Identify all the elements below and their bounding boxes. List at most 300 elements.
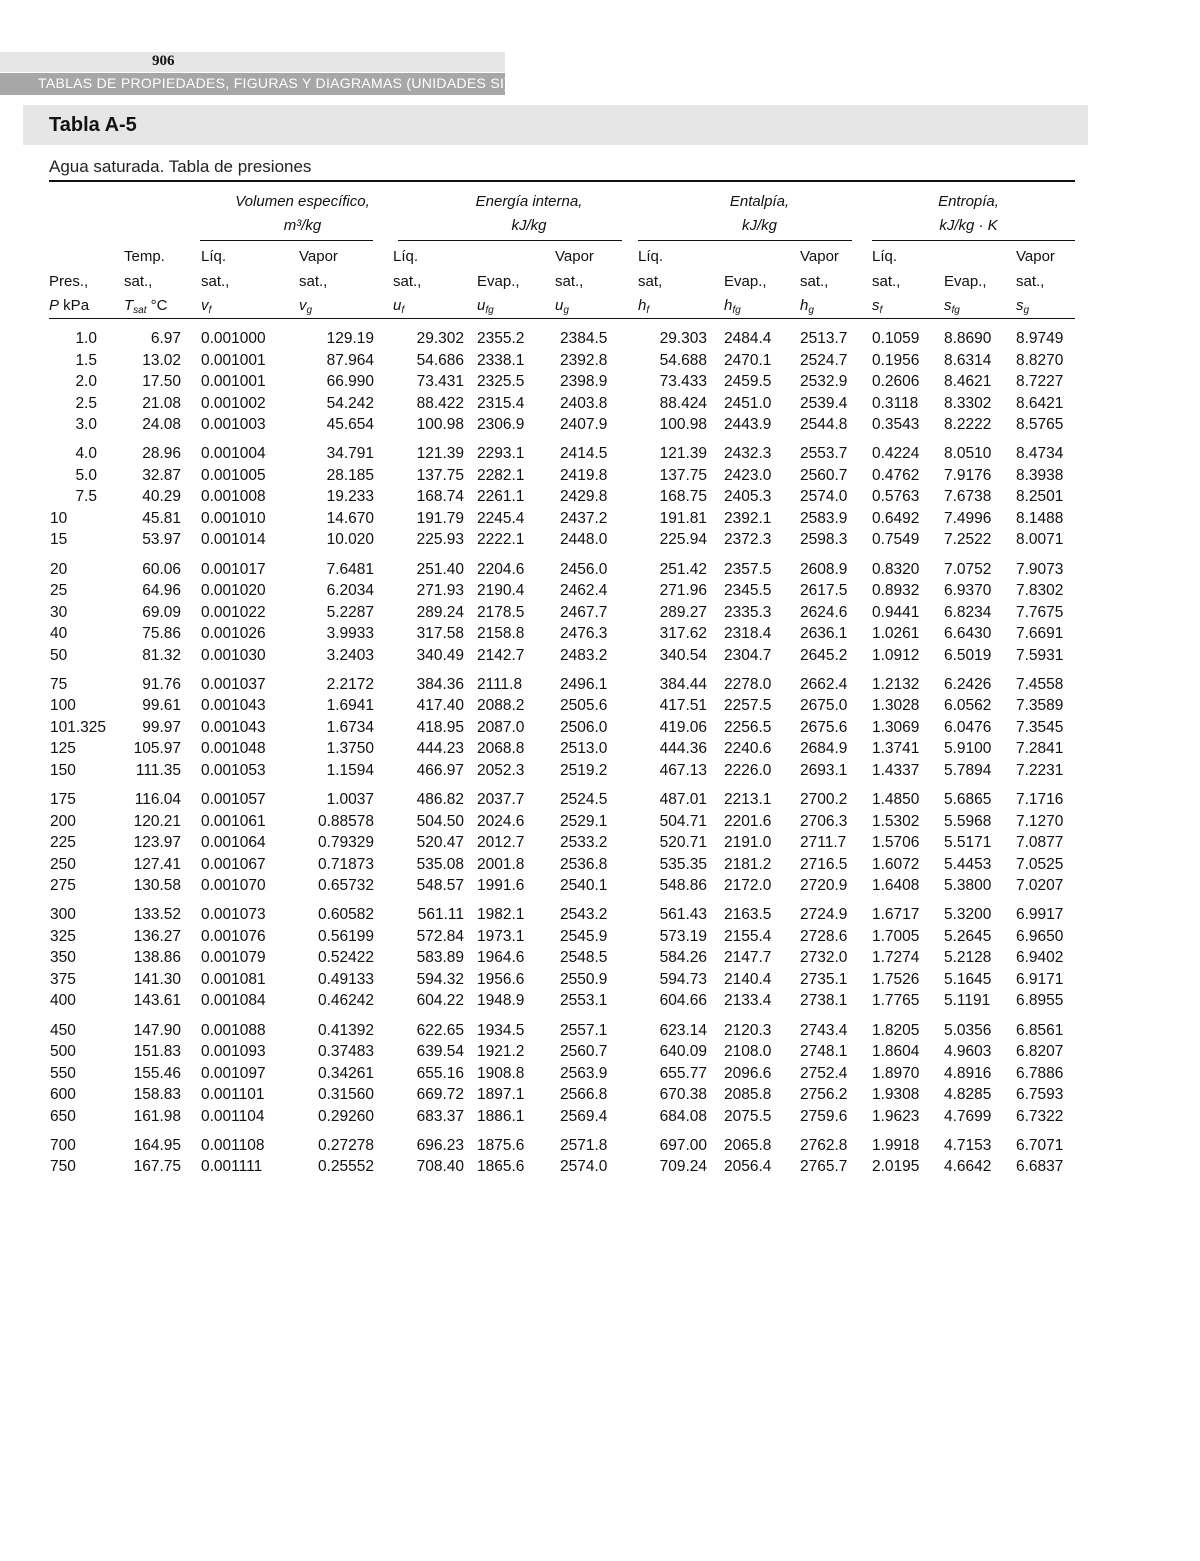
- table-cell-ufg: 2052.3: [477, 761, 525, 779]
- table-cell-temp: 105.97: [133, 740, 181, 758]
- col-header-ufg-l3: $u_{fg}$: [477, 297, 494, 316]
- table-cell-vg: 0.31560: [317, 1086, 374, 1104]
- col-header-hfg-l2: Evap.,: [724, 273, 767, 290]
- table-cell-sg: 7.2841: [1016, 740, 1064, 758]
- table-cell-sg: 8.9749: [1016, 330, 1064, 347]
- table-cell-vg: 1.6734: [326, 718, 374, 736]
- table-cell-sf: 0.9441: [872, 603, 920, 621]
- table-cell-ug: 2574.0: [560, 1158, 608, 1176]
- table-cell-hfg: 2181.2: [724, 855, 772, 873]
- table-cell-sg: 8.5765: [1016, 416, 1064, 434]
- table-cell-hg: 2724.9: [800, 906, 848, 924]
- table-cell-hg: 2706.3: [800, 812, 848, 830]
- table-cell-vf: 0.001079: [201, 949, 266, 967]
- table-cell-ug: 2496.1: [560, 675, 608, 693]
- table-cell-sg: 8.2501: [1016, 488, 1064, 506]
- table-cell-vf: 0.001030: [201, 646, 266, 664]
- group-header-volume-line2: m³/kg: [283, 217, 322, 234]
- col-header-uf-l1: Líq.: [393, 248, 419, 265]
- table-cell-hg: 2675.6: [800, 718, 848, 736]
- table-cell-sg: 7.5931: [1016, 646, 1064, 664]
- table-cell-sf: 0.3543: [872, 416, 920, 434]
- table-cell-pres: 4.0: [75, 445, 97, 463]
- table-cell-sfg: 8.3302: [944, 394, 992, 412]
- table-cell-sfg: 8.2222: [944, 416, 992, 434]
- table-cell-vf: 0.001057: [201, 791, 266, 808]
- table-cell-hg: 2524.7: [800, 351, 848, 369]
- table-cell-sf: 1.7274: [872, 949, 920, 967]
- table-cell-pres: 3.0: [75, 416, 97, 434]
- table-cell-vf: 0.001111: [201, 1158, 263, 1176]
- table-cell-ug: 2437.2: [560, 509, 608, 527]
- table-cell-hg: 2756.2: [800, 1086, 848, 1104]
- table-cell-sfg: 5.6865: [944, 791, 992, 808]
- table-cell-sfg: 5.2128: [944, 949, 992, 967]
- table-cell-vg: 6.2034: [326, 582, 374, 600]
- col-header-hg-l3: $h_g$: [800, 297, 814, 316]
- table-cell-pres: 550: [50, 1064, 76, 1082]
- table-cell-uf: 594.32: [416, 970, 464, 988]
- table-cell-ufg: 2325.5: [477, 373, 525, 391]
- table-cell-vg: 0.65732: [317, 877, 374, 895]
- table-cell-sg: 7.3545: [1016, 718, 1064, 736]
- table-cell-hg: 2759.6: [800, 1107, 848, 1125]
- table-cell-vf: 0.001101: [201, 1086, 265, 1104]
- table-cell-vg: 1.3750: [326, 740, 374, 758]
- col-header-hg-l1: Vapor: [800, 248, 839, 265]
- table-cell-temp: 155.46: [133, 1064, 181, 1082]
- table-cell-hfg: 2108.0: [724, 1043, 772, 1061]
- col-header-sg-l1: Vapor: [1016, 248, 1055, 265]
- table-cell-hfg: 2191.0: [724, 834, 772, 852]
- table-cell-ufg: 1886.1: [477, 1107, 525, 1125]
- table-cell-hfg: 2451.0: [724, 394, 772, 412]
- table-cell-hg: 2735.1: [800, 970, 848, 988]
- table-cell-vg: 19.233: [326, 488, 374, 506]
- col-header-ufg-l2: Evap.,: [477, 273, 520, 290]
- table-cell-vg: 129.19: [326, 330, 374, 347]
- table-cell-hf: 709.24: [659, 1158, 707, 1176]
- table-cell-uf: 121.39: [416, 445, 464, 463]
- table-cell-sfg: 6.5019: [944, 646, 992, 664]
- table-cell-pres: 700: [50, 1136, 76, 1154]
- table-row: [0, 854, 1200, 875]
- table-cell-sg: 7.9073: [1016, 560, 1064, 578]
- table-cell-sg: 7.8302: [1016, 582, 1064, 600]
- table-cell-ufg: 1897.1: [477, 1086, 525, 1104]
- table-cell-vg: 2.2172: [326, 675, 374, 693]
- table-cell-sf: 0.1956: [872, 351, 920, 369]
- table-row: [0, 529, 1200, 550]
- group-rule-entropy: [872, 240, 1075, 241]
- table-cell-uf: 696.23: [416, 1136, 464, 1154]
- table-cell-ufg: 2190.4: [477, 582, 525, 600]
- table-cell-hg: 2720.9: [800, 877, 848, 895]
- col-header-vf-l1: Líq.: [201, 248, 227, 265]
- table-cell-sg: 6.7071: [1016, 1136, 1064, 1154]
- group-header-entropy: [872, 190, 1065, 238]
- table-cell-sf: 1.9918: [872, 1136, 920, 1154]
- table-cell-vf: 0.001108: [201, 1136, 265, 1154]
- table-cell-ufg: 2111.8: [477, 675, 523, 693]
- table-cell-temp: 53.97: [142, 531, 181, 549]
- table-cell-hfg: 2155.4: [724, 927, 772, 945]
- table-row: [0, 738, 1200, 759]
- table-cell-hg: 2645.2: [800, 646, 848, 664]
- col-header-vg-l1: Vapor: [299, 248, 338, 265]
- table-cell-hfg: 2304.7: [724, 646, 772, 664]
- table-cell-hg: 2748.1: [800, 1043, 848, 1061]
- table-cell-sg: 8.0071: [1016, 531, 1064, 549]
- table-cell-ufg: 2355.2: [477, 330, 525, 347]
- table-cell-vg: 0.52422: [317, 949, 374, 967]
- table-cell-sg: 7.4558: [1016, 675, 1064, 693]
- table-cell-ufg: 2178.5: [477, 603, 525, 621]
- table-cell-ufg: 1964.6: [477, 949, 525, 967]
- table-cell-hfg: 2392.1: [724, 509, 772, 527]
- table-cell-hf: 684.08: [659, 1107, 707, 1125]
- table-cell-ufg: 1875.6: [477, 1136, 525, 1154]
- group-rule-volume: [200, 240, 373, 241]
- table-cell-ufg: 2204.6: [477, 560, 525, 578]
- table-cell-hg: 2700.2: [800, 791, 848, 808]
- table-cell-ufg: 1921.2: [477, 1043, 525, 1061]
- table-cell-sg: 7.0877: [1016, 834, 1064, 852]
- table-cell-hf: 54.688: [659, 351, 707, 369]
- table-cell-hf: 535.35: [659, 855, 707, 873]
- table-cell-sfg: 8.4621: [944, 373, 992, 391]
- table-cell-vf: 0.001043: [201, 718, 266, 736]
- table-cell-hg: 2560.7: [800, 466, 848, 484]
- table-cell-sf: 0.4224: [872, 445, 920, 463]
- table-cell-sfg: 5.1191: [944, 992, 991, 1010]
- table-cell-hf: 640.09: [659, 1043, 707, 1061]
- group-rule-enthalpy: [638, 240, 852, 241]
- table-cell-ug: 2548.5: [560, 949, 608, 967]
- table-cell-vf: 0.001061: [201, 812, 266, 830]
- table-cell-ug: 2448.0: [560, 531, 608, 549]
- table-cell-pres: 200: [50, 812, 76, 830]
- table-row: [0, 990, 1200, 1011]
- table-row: [0, 1020, 1200, 1041]
- col-header-sg-l2: sat.,: [1016, 273, 1045, 290]
- table-cell-uf: 137.75: [416, 466, 464, 484]
- table-cell-sfg: 6.0476: [944, 718, 992, 736]
- table-cell-temp: 21.08: [142, 394, 181, 412]
- table-cell-ug: 2392.8: [560, 351, 608, 369]
- table-cell-sg: 7.6691: [1016, 625, 1064, 643]
- table-cell-ug: 2533.2: [560, 834, 608, 852]
- table-row: [0, 393, 1200, 414]
- table-cell-vg: 66.990: [326, 373, 374, 391]
- table-row: [0, 559, 1200, 580]
- table-cell-hfg: 2484.4: [724, 330, 772, 347]
- col-header-hf-l2: sat,: [638, 273, 663, 290]
- table-cell-sf: 1.9623: [872, 1107, 920, 1125]
- table-cell-hf: 670.38: [659, 1086, 707, 1104]
- table-cell-ug: 2483.2: [560, 646, 608, 664]
- group-header-energy-line1: Energía interna,: [475, 193, 583, 210]
- table-cell-hf: 655.77: [659, 1064, 707, 1082]
- table-cell-vf: 0.001022: [201, 603, 266, 621]
- table-cell-uf: 683.37: [416, 1107, 464, 1125]
- table-cell-pres: 10: [50, 509, 68, 527]
- table-cell-hf: 584.26: [659, 949, 707, 967]
- table-cell-hfg: 2065.8: [724, 1136, 772, 1154]
- table-cell-ug: 2553.1: [560, 992, 608, 1010]
- group-header-entropy-line1: Entropía,: [938, 193, 999, 210]
- table-cell-pres: 325: [50, 927, 76, 945]
- table-cell-vg: 54.242: [326, 394, 374, 412]
- col-header-ug-l1: Vapor: [555, 248, 594, 265]
- table-cell-hg: 2583.9: [800, 509, 848, 527]
- table-cell-vg: 0.71873: [317, 855, 374, 873]
- table-cell-sfg: 7.6738: [944, 488, 992, 506]
- table-cell-uf: 708.40: [416, 1158, 464, 1176]
- table-cell-uf: 639.54: [416, 1043, 464, 1061]
- table-cell-hfg: 2257.5: [724, 697, 772, 715]
- table-row: [0, 875, 1200, 896]
- table-row: [0, 645, 1200, 666]
- table-cell-ufg: 2024.6: [477, 812, 525, 830]
- table-cell-sf: 1.3028: [872, 697, 920, 715]
- table-cell-pres: 7.5: [75, 488, 97, 506]
- table-row: [0, 414, 1200, 435]
- table-cell-sf: 1.6717: [872, 906, 920, 924]
- table-row: [0, 1041, 1200, 1062]
- table-cell-hf: 504.71: [659, 812, 707, 830]
- table-cell-pres: 101.325: [50, 718, 107, 736]
- col-header-sf-l2: sat.,: [872, 273, 901, 290]
- table-cell-sg: 6.8561: [1016, 1021, 1064, 1039]
- table-cell-uf: 271.93: [416, 582, 464, 600]
- table-cell-hf: 697.00: [659, 1136, 707, 1154]
- table-cell-sg: 8.3938: [1016, 466, 1064, 484]
- table-cell-sf: 0.4762: [872, 466, 920, 484]
- table-row: [0, 1106, 1200, 1127]
- table-cell-sf: 1.7765: [872, 992, 920, 1010]
- table-cell-hf: 29.303: [659, 330, 707, 347]
- table-cell-sf: 0.3118: [872, 394, 919, 412]
- table-cell-uf: 289.24: [416, 603, 464, 621]
- table-cell-ufg: 2245.4: [477, 509, 525, 527]
- table-cell-sfg: 6.2426: [944, 675, 992, 693]
- table-cell-pres: 375: [50, 970, 76, 988]
- table-cell-ug: 2545.9: [560, 927, 608, 945]
- table-cell-pres: 600: [50, 1086, 76, 1104]
- table-cell-hf: 317.62: [659, 625, 707, 643]
- table-cell-sf: 0.7549: [872, 531, 920, 549]
- table-cell-uf: 251.40: [416, 560, 464, 578]
- table-cell-ufg: 1934.5: [477, 1021, 525, 1039]
- table-cell-sfg: 7.4996: [944, 509, 992, 527]
- table-cell-pres: 500: [50, 1043, 76, 1061]
- table-cell-sfg: 5.7894: [944, 761, 992, 779]
- table-cell-ug: 2560.7: [560, 1043, 608, 1061]
- table-cell-hfg: 2318.4: [724, 625, 772, 643]
- table-cell-vg: 0.79329: [317, 834, 374, 852]
- table-cell-ufg: 2001.8: [477, 855, 525, 873]
- table-cell-ufg: 1948.9: [477, 992, 525, 1010]
- table-row: [0, 1084, 1200, 1105]
- table-cell-hg: 2539.4: [800, 394, 848, 412]
- table-cell-vf: 0.001070: [201, 877, 266, 895]
- table-cell-hfg: 2226.0: [724, 761, 772, 779]
- table-cell-hg: 2752.4: [800, 1064, 848, 1082]
- table-cell-uf: 444.23: [416, 740, 464, 758]
- table-cell-ug: 2513.0: [560, 740, 608, 758]
- col-header-vf-l3: $v_f$: [201, 297, 212, 316]
- table-cell-ug: 2398.9: [560, 373, 608, 391]
- table-cell-vg: 1.0037: [326, 791, 374, 808]
- table-cell-vf: 0.001076: [201, 927, 266, 945]
- col-header-sg-l3: $s_g$: [1016, 297, 1030, 316]
- table-cell-hf: 121.39: [659, 445, 707, 463]
- table-cell-uf: 466.97: [416, 761, 464, 779]
- table-row: [0, 443, 1200, 464]
- table-cell-pres: 450: [50, 1021, 76, 1039]
- table-row: [0, 674, 1200, 695]
- table-cell-hfg: 2470.1: [724, 351, 772, 369]
- table-cell-hg: 2608.9: [800, 560, 848, 578]
- table-cell-hfg: 2163.5: [724, 906, 772, 924]
- table-cell-hfg: 2240.6: [724, 740, 772, 758]
- table-cell-temp: 60.06: [142, 560, 181, 578]
- table-cell-pres: 175: [50, 791, 76, 808]
- table-cell-uf: 535.08: [416, 855, 464, 873]
- table-cell-sg: 6.6837: [1016, 1158, 1064, 1176]
- table-cell-vg: 1.1594: [326, 761, 374, 779]
- table-cell-ug: 2456.0: [560, 560, 608, 578]
- table-cell-sfg: 4.9603: [944, 1043, 992, 1061]
- table-row: [0, 947, 1200, 968]
- table-cell-ufg: 2088.2: [477, 697, 525, 715]
- table-cell-uf: 384.36: [416, 675, 464, 693]
- table-cell-hf: 573.19: [659, 927, 707, 945]
- table-cell-pres: 300: [50, 906, 76, 924]
- table-cell-pres: 75: [50, 675, 68, 693]
- table-row: [0, 602, 1200, 623]
- table-cell-vg: 10.020: [326, 531, 374, 549]
- table-cell-hf: 100.98: [659, 416, 707, 434]
- table-cell-sfg: 8.8690: [944, 330, 992, 347]
- table-cell-sf: 0.2606: [872, 373, 920, 391]
- table-cell-vg: 0.37483: [317, 1043, 374, 1061]
- table-cell-hfg: 2459.5: [724, 373, 772, 391]
- table-cell-sfg: 6.6430: [944, 625, 992, 643]
- table-cell-temp: 161.98: [133, 1107, 181, 1125]
- table-cell-vf: 0.001073: [201, 906, 266, 924]
- table-cell-ug: 2462.4: [560, 582, 608, 600]
- table-cell-vg: 5.2287: [326, 603, 374, 621]
- table-cell-hfg: 2201.6: [724, 812, 772, 830]
- table-cell-hf: 623.14: [659, 1021, 707, 1039]
- table-cell-ug: 2403.8: [560, 394, 608, 412]
- table-cell-sfg: 5.5968: [944, 812, 992, 830]
- table-cell-temp: 111.35: [135, 761, 181, 779]
- table-cell-temp: 13.02: [142, 351, 181, 369]
- table-cell-hg: 2732.0: [800, 949, 848, 967]
- table-cell-temp: 127.41: [133, 855, 181, 873]
- table-cell-sfg: 8.0510: [944, 445, 992, 463]
- table-cell-sfg: 5.3800: [944, 877, 992, 895]
- table-cell-vg: 0.29260: [317, 1107, 374, 1125]
- table-cell-hf: 520.71: [659, 834, 707, 852]
- table-cell-pres: 40: [50, 625, 68, 643]
- table-cell-ug: 2543.2: [560, 906, 608, 924]
- table-cell-temp: 81.32: [142, 646, 181, 664]
- table-cell-vg: 0.46242: [317, 992, 374, 1010]
- col-header-vf-l2: sat.,: [201, 273, 230, 290]
- table-cell-ug: 2566.8: [560, 1086, 608, 1104]
- table-cell-temp: 136.27: [133, 927, 181, 945]
- table-cell-sg: 8.8270: [1016, 351, 1064, 369]
- table-cell-sfg: 4.7699: [944, 1107, 992, 1125]
- table-cell-hfg: 2075.5: [724, 1107, 772, 1125]
- table-cell-vg: 1.6941: [326, 697, 374, 715]
- table-row: [0, 1063, 1200, 1084]
- table-row: [0, 1135, 1200, 1156]
- table-cell-ug: 2467.7: [560, 603, 608, 621]
- table-cell-sg: 7.0525: [1016, 855, 1064, 873]
- col-header-uf-l2: sat.,: [393, 273, 422, 290]
- group-rule-energy: [398, 240, 622, 241]
- table-cell-ufg: 2306.9: [477, 416, 525, 434]
- table-cell-vg: 0.49133: [317, 970, 374, 988]
- group-header-energy: [398, 190, 660, 238]
- table-cell-ufg: 2037.7: [477, 791, 525, 808]
- table-cell-sfg: 7.9176: [944, 466, 992, 484]
- col-header-vg-l3: $v_g$: [299, 297, 313, 316]
- table-cell-hfg: 2372.3: [724, 531, 772, 549]
- table-row: [0, 695, 1200, 716]
- col-header-vg-l2: sat.,: [299, 273, 328, 290]
- table-cell-hg: 2693.1: [800, 761, 848, 779]
- table-cell-sfg: 7.0752: [944, 560, 992, 578]
- table-cell-sfg: 6.9370: [944, 582, 992, 600]
- table-cell-pres: 100: [50, 697, 76, 715]
- table-cell-uf: 548.57: [416, 877, 464, 895]
- table-cell-hfg: 2405.3: [724, 488, 772, 506]
- table-cell-vg: 0.60582: [317, 906, 374, 924]
- table-cell-pres: 50: [50, 646, 68, 664]
- table-cell-ufg: 2293.1: [477, 445, 525, 463]
- table-cell-uf: 317.58: [416, 625, 464, 643]
- table-cell-vg: 3.9933: [326, 625, 374, 643]
- table-cell-pres: 25: [50, 582, 68, 600]
- table-cell-ug: 2524.5: [560, 791, 608, 808]
- table-cell-hg: 2738.1: [800, 992, 848, 1010]
- table-cell-sfg: 5.9100: [944, 740, 992, 758]
- table-cell-uf: 604.22: [416, 992, 464, 1010]
- table-cell-ufg: 1991.6: [477, 877, 525, 895]
- table-cell-hfg: 2357.5: [724, 560, 772, 578]
- col-header-temp-l2: sat.,: [124, 273, 153, 290]
- table-cell-sg: 7.1270: [1016, 812, 1064, 830]
- table-row: [0, 580, 1200, 601]
- table-cell-sg: 6.9650: [1016, 927, 1064, 945]
- table-cell-vf: 0.001002: [201, 394, 266, 412]
- table-cell-sfg: 6.0562: [944, 697, 992, 715]
- table-cell-temp: 24.08: [142, 416, 181, 434]
- table-cell-temp: 158.83: [133, 1086, 181, 1104]
- group-header-enthalpy: [638, 190, 881, 238]
- table-cell-hg: 2716.5: [800, 855, 848, 873]
- table-cell-vf: 0.001014: [201, 531, 266, 549]
- table-cell-temp: 99.97: [142, 718, 181, 736]
- table-cell-sg: 7.3589: [1016, 697, 1064, 715]
- table-cell-sfg: 5.0356: [944, 1021, 992, 1039]
